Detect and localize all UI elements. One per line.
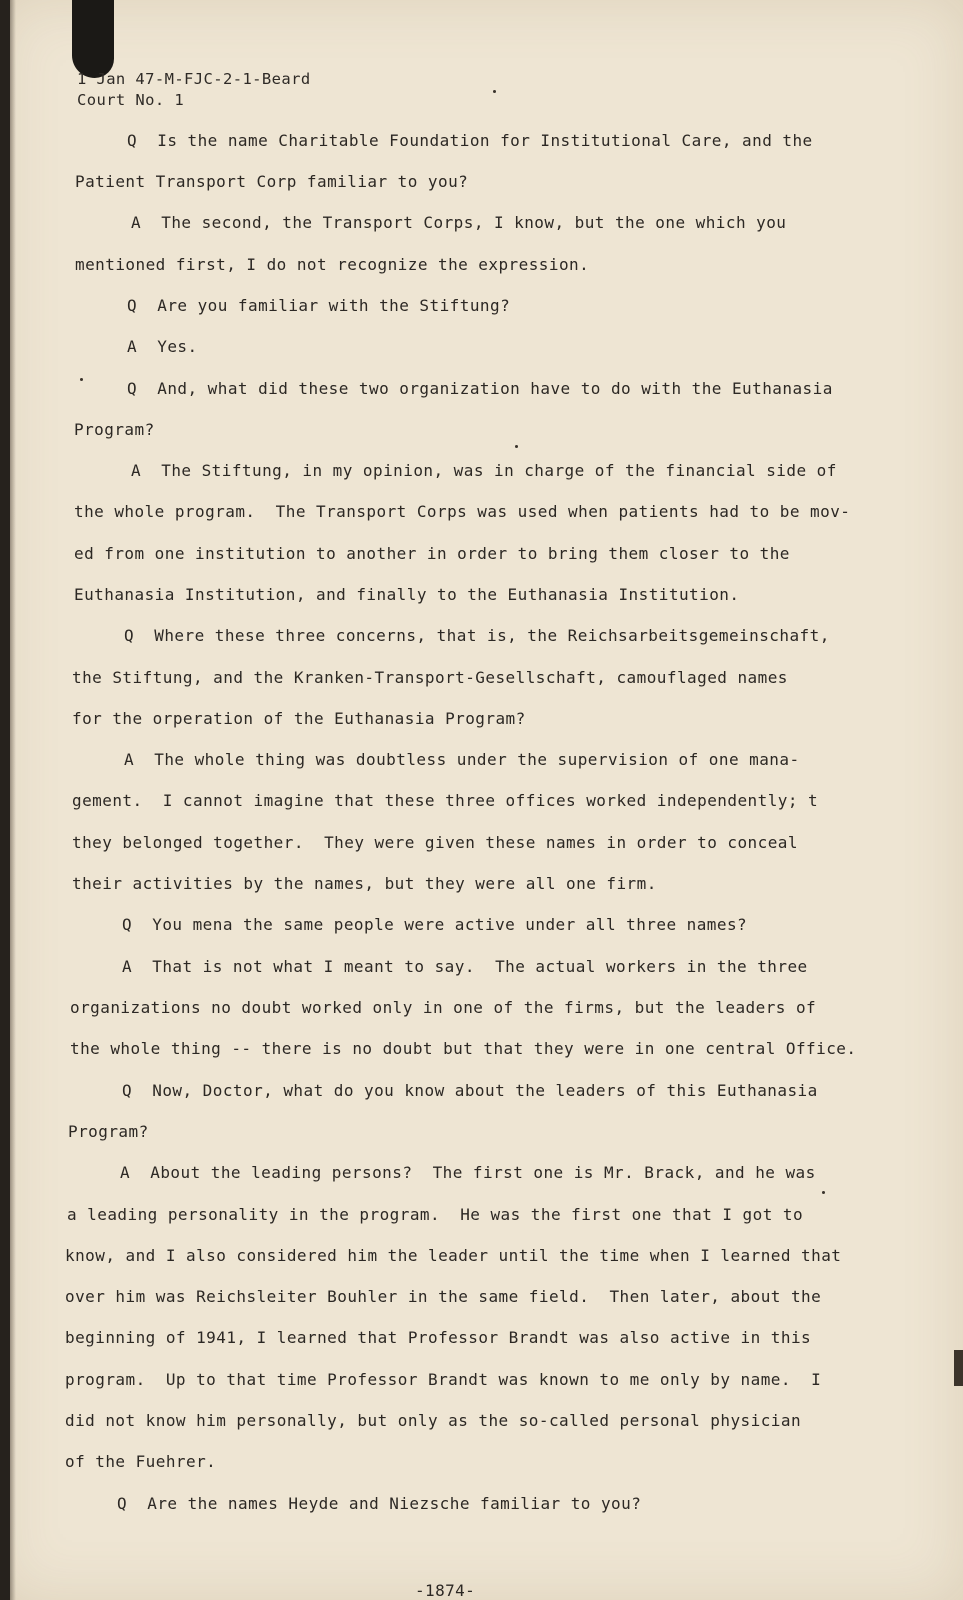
transcript-line: their activities by the names, but they were all one firm.: [72, 874, 657, 893]
page-binding-edge: [0, 0, 10, 1600]
transcript-line: Patient Transport Corp familiar to you?: [75, 172, 469, 191]
transcript-line: for the orperation of the Euthanasia Program?: [72, 709, 526, 728]
page-number: -1874-: [415, 1581, 476, 1600]
transcript-line: Q Are the names Heyde and Niezsche familiar to you?: [117, 1494, 642, 1513]
transcript-line: a leading personality in the program. He was the first one that I got to: [67, 1205, 804, 1224]
transcript-line: beginning of 1941, I learned that Professor Brandt was also active in this: [65, 1328, 812, 1347]
transcript-line: A The Stiftung, in my opinion, was in charge of the financial side of: [131, 461, 837, 480]
transcript-line: Euthanasia Institution, and finally to the Euthanasia Institution.: [74, 585, 740, 604]
court-number: Court No. 1: [77, 91, 185, 109]
ink-speck: [80, 378, 83, 381]
transcript-line: A That is not what I meant to say. The actual workers in the three: [122, 957, 808, 976]
transcript-line: over him was Reichsleiter Bouhler in the same field. Then later, about the: [65, 1287, 822, 1306]
ink-speck: [822, 1191, 825, 1194]
file-reference: 1 Jan 47-M-FJC-2-1-Beard: [77, 70, 311, 88]
transcript-line: A About the leading persons? The first one is Mr. Brack, and he was: [120, 1163, 816, 1182]
ink-speck: [515, 445, 518, 448]
transcript-line: the Stiftung, and the Kranken-Transport-Gesellschaft, camouflaged names: [72, 668, 788, 687]
page-edge-tab: [954, 1350, 963, 1386]
transcript-line: the whole program. The Transport Corps was used when patients had to be mov-: [74, 502, 851, 521]
transcript-line: gement. I cannot imagine that these three offices worked independently; t: [72, 791, 819, 810]
transcript-line: mentioned first, I do not recognize the expression.: [75, 255, 590, 274]
transcript-line: they belonged together. They were given these names in order to conceal: [72, 833, 798, 852]
transcript-line: ed from one institution to another in order to bring them closer to the: [74, 544, 790, 563]
transcript-line: Q Where these three concerns, that is, the Reichsarbeitsgemeinschaft,: [124, 626, 830, 645]
transcript-line: A Yes.: [127, 337, 198, 356]
transcript-line: Q You mena the same people were active under all three names?: [122, 915, 748, 934]
transcript-line: Q Are you familiar with the Stiftung?: [127, 296, 511, 315]
transcript-line: the whole thing -- there is no doubt but that they were in one central Office.: [70, 1039, 857, 1058]
transcript-line: Program?: [68, 1122, 149, 1141]
transcript-line: Q Now, Doctor, what do you know about the leaders of this Euthanasia: [122, 1081, 818, 1100]
page-edge-shadow: [10, 0, 16, 1600]
transcript-line: A The whole thing was doubtless under the supervision of one mana-: [124, 750, 800, 769]
transcript-line: know, and I also considered him the leader until the time when I learned that: [65, 1246, 842, 1265]
transcript-line: did not know him personally, but only as the so-called personal physician: [65, 1411, 802, 1430]
ink-blot-mark: [72, 0, 114, 78]
transcript-line: program. Up to that time Professor Brandt was known to me only by name. I: [65, 1370, 822, 1389]
transcript-line: A The second, the Transport Corps, I know, but the one which you: [131, 213, 787, 232]
transcript-line: Program?: [74, 420, 155, 439]
transcript-line: Q Is the name Charitable Foundation for Institutional Care, and the: [127, 131, 813, 150]
ink-speck: [493, 90, 496, 93]
transcript-line: of the Fuehrer.: [65, 1452, 217, 1471]
transcript-line: organizations no doubt worked only in one of the firms, but the leaders of: [70, 998, 817, 1017]
transcript-line: Q And, what did these two organization have to do with the Euthanasia: [127, 379, 833, 398]
